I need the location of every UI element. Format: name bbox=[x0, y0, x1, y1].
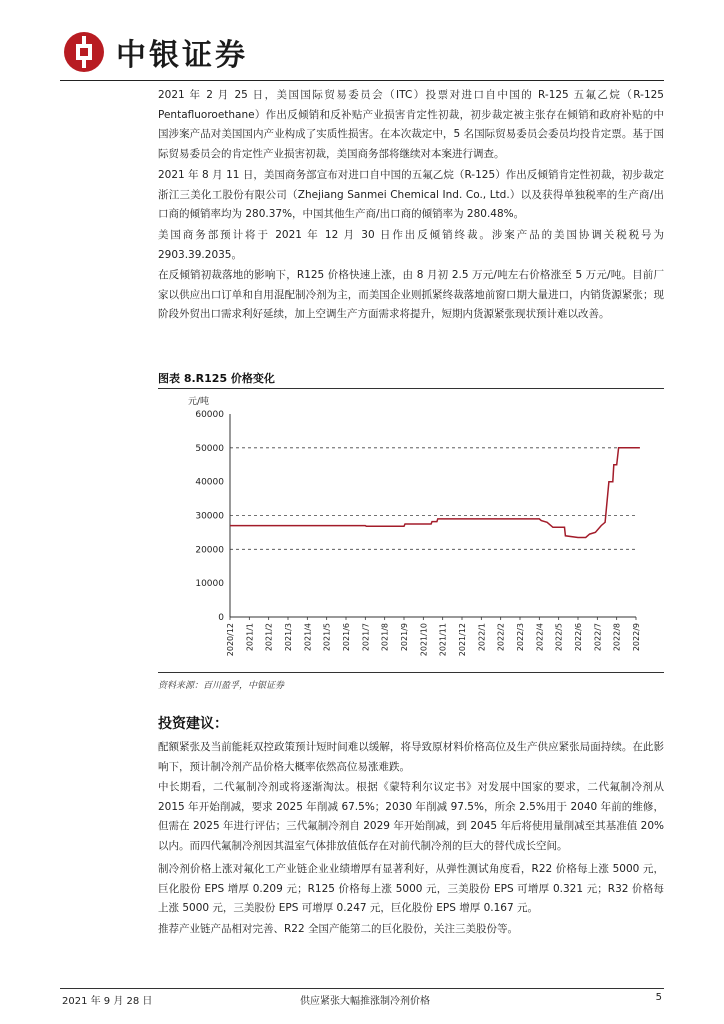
x-tick-label: 2021/6 bbox=[342, 623, 351, 652]
r125-price-chart bbox=[158, 392, 664, 670]
x-tick-label: 2021/5 bbox=[322, 623, 332, 652]
x-tick-label: 2022/9 bbox=[632, 623, 641, 652]
report-header bbox=[64, 30, 248, 74]
paragraph-long-term: 中长期看，二代氟制冷剂或将逐渐淘汰。根据《蒙特利尔议定书》对发展中国家的要求，二代氟制冷剂从 2015 年开始削减，要求 2025 年削减 67.5%；2030 年削减 97.5%，所余 2.5%用于 2040 年前的维修，但需在 2025 年进行评估；三代氟制冷剂自 2029 年开始削减，到 2045 年后将使用量削减至其基准值 20%以内。而四代氟制冷剂因其温室气体排放值低存在对前代制冷剂的巨大的替代成长空间。 bbox=[158, 781, 664, 852]
paragraph-price-impact: 在反倾销初裁落地的影响下，R125 价格快速上涨，由 8 月初 2.5 万元/吨左右价格涨至 5 万元/吨。目前厂家以供应出口订单和自用混配制冷剂为主，而美国企业则抓紧终裁落地前窗口期大量进口，内销货源紧张；现阶段外贸出口需求利好延续，加上空调生产方面需求将提升，短期内货源紧张现状预计难以改善。 bbox=[158, 269, 664, 321]
x-tick-label: 2022/7 bbox=[593, 623, 603, 652]
page-number: 5 bbox=[655, 992, 662, 1003]
x-tick-label: 2021/3 bbox=[284, 623, 293, 652]
paragraph-commerce-preliminary: 2021 年 8 月 11 日，美国商务部宣布对进口自中国的五氟乙烷（R-125）作出反倾销肯定性初裁，初步裁定浙江三美化工股份有限公司（Zhejiang Sanmei Chemical Ind. Co., Ltd.）以及获得单独税率的生产商/出口商的倾销率均为 280.37%，中国其他生产商/出口商的倾销率为 280.48%。 bbox=[158, 169, 664, 221]
paragraph-itc-ruling: 2021 年 2 月 25 日，美国国际贸易委员会（ITC）投票对进口自中国的 R-125 五氟乙烷（R-125 Pentafluoroethane）作出反倾销和反补贴产业损害肯定性初裁，初步裁定被主张存在倾销和政府补贴的中国涉案产品对美国国内产业构成了实质性损害。在本次裁定中，5 名国际贸易委员会委员均投肯定票。基于国际贸易委员会的肯定性产业损害初裁，美国商务部将继续对本案进行调查。 bbox=[158, 89, 664, 160]
header-divider bbox=[60, 80, 664, 81]
x-tick-label: 2021/12 bbox=[458, 623, 467, 657]
x-tick-label: 2022/1 bbox=[477, 623, 487, 652]
y-tick-label: 0 bbox=[218, 613, 224, 623]
x-tick-label: 2021/1 bbox=[245, 623, 255, 652]
x-tick-label: 2022/2 bbox=[496, 623, 506, 652]
x-tick-label: 2021/2 bbox=[264, 623, 274, 652]
paragraph-supply-tight: 配额紧张及当前能耗双控政策预计短时间难以缓解，将导致原材料价格高位及生产供应紧张局面持续。在此影响下，预计制冷剂产品价格大概率依然高位易涨难跌。 bbox=[158, 741, 664, 773]
figure-source: 资料来源：百川盈孚，中银证券 bbox=[158, 681, 285, 691]
y-tick-label: 40000 bbox=[195, 477, 224, 488]
x-tick-label: 2021/11 bbox=[438, 623, 448, 657]
y-axis-unit-label: 元/吨 bbox=[188, 397, 210, 407]
y-tick-label: 50000 bbox=[195, 443, 224, 454]
section-title-investment-advice: 投资建议： bbox=[158, 716, 228, 732]
paragraph-recommendation: 推荐产业链产品相对完善、R22 全国产能第二的巨化股份，关注三美股份等。 bbox=[158, 923, 518, 935]
y-tick-label: 60000 bbox=[195, 410, 224, 420]
y-tick-label: 20000 bbox=[195, 545, 224, 556]
x-tick-label: 2022/6 bbox=[574, 623, 583, 652]
x-tick-label: 2021/8 bbox=[380, 623, 390, 652]
figure-top-rule bbox=[158, 388, 664, 389]
x-tick-label: 2020/12 bbox=[226, 623, 235, 657]
footer-date: 2021 年 9 月 28 日 bbox=[62, 996, 153, 1007]
footer-title: 供应紧张大幅推涨制冷剂价格 bbox=[300, 996, 430, 1007]
x-tick-label: 2022/5 bbox=[554, 623, 564, 652]
x-tick-label: 2022/8 bbox=[612, 623, 622, 652]
bank-of-china-logo-icon bbox=[64, 32, 104, 72]
paragraph-eps-sensitivity: 制冷剂价格上涨对氟化工产业链企业业绩增厚有显著利好，从弹性测试角度看，R22 价格每上涨 5000 元，巨化股份 EPS 增厚 0.209 元；R125 价格每上涨 5000 元，三美股份 EPS 可增厚 0.321 元；R32 价格每上涨 5000 元，三美股份 EPS 可增厚 0.247 元，巨化股份 EPS 增厚 0.167 元。 bbox=[158, 863, 664, 915]
figure-bottom-rule bbox=[158, 672, 664, 673]
footer-divider bbox=[60, 988, 664, 989]
paragraph-final-ruling: 美国商务部预计将于 2021 年 12 月 30 日作出反倾销终裁。涉案产品的美国协调关税税号为 2903.39.2035。 bbox=[158, 229, 664, 261]
x-tick-label: 2021/4 bbox=[303, 623, 313, 652]
y-tick-label: 10000 bbox=[195, 579, 224, 590]
x-tick-label: 2021/7 bbox=[361, 623, 371, 652]
x-tick-label: 2021/9 bbox=[400, 623, 409, 652]
x-tick-label: 2022/3 bbox=[516, 623, 525, 652]
x-tick-label: 2021/10 bbox=[419, 623, 429, 657]
brand-name: 中银证券 bbox=[116, 38, 248, 73]
x-tick-label: 2022/4 bbox=[535, 623, 545, 652]
y-tick-label: 30000 bbox=[195, 511, 224, 522]
r125-price-series-line bbox=[230, 448, 640, 538]
figure-title: 图表 8.R125 价格变化 bbox=[158, 372, 275, 385]
